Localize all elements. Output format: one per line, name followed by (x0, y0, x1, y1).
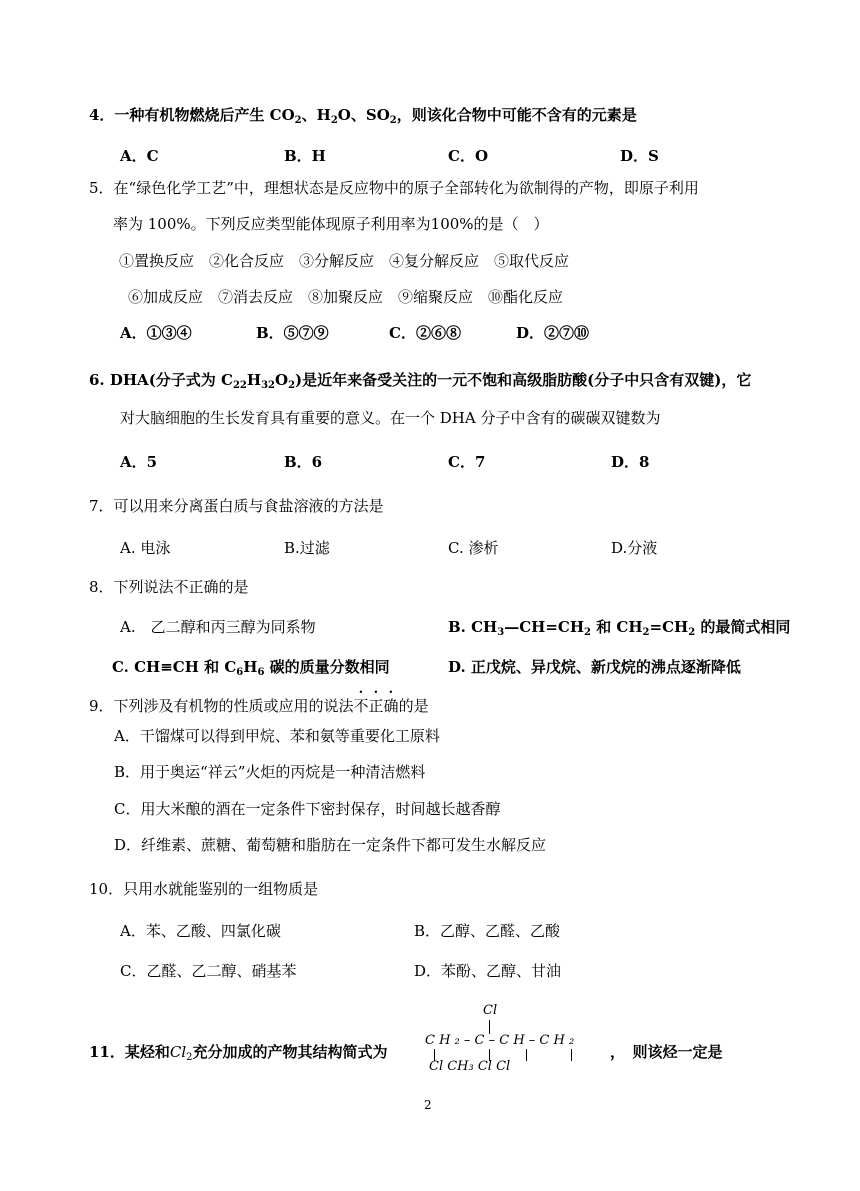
formula-top-cl: Cl (483, 1003, 498, 1018)
q10-stem: 10．只用水就能鉴别的一组物质是 (89, 880, 319, 898)
q4-option-a: A．C (120, 147, 159, 165)
formula-main-chain: C H ₂ – C – C H – C H ₂ (425, 1033, 575, 1048)
q9-option-b: B．用于奥运“祥云”火炬的丙烷是一种清洁燃料 (114, 763, 426, 781)
q7-option-c: C. 渗析 (448, 539, 499, 557)
q4-option-c: C．O (448, 147, 489, 165)
q10-option-d: D．苯酚、乙醇、甘油 (414, 962, 562, 980)
q7-stem: 7．可以用来分离蛋白质与食盐溶液的方法是 (89, 497, 384, 515)
q11-stem-end: ， 则该烃一定是 (610, 1043, 723, 1061)
q7-option-d: D.分液 (611, 539, 658, 557)
q11-stem-start: 11．某烃和$Cl_2$充分加成的产物其结构简式为 (89, 1043, 388, 1063)
formula-bottom: Cl CH₃ Cl Cl (429, 1059, 511, 1074)
q10-option-b: B．乙醇、乙醛、乙酸 (414, 922, 561, 940)
q11-structural-formula (425, 1003, 610, 1078)
q6-stem-line1: 6. DHA(分子式为 $C_{22}H_{32}O_2$)是近年来备受关注的一元不饱和高级脂肪酸(分子中只含有双键)，它 (89, 371, 752, 391)
q6-stem-line2: 对大脑细胞的生长发育具有重要的意义。在一个 DHA 分子中含有的碳碳双键数为 (120, 409, 661, 427)
q5-option-a: A．①③④ (120, 324, 192, 342)
q5-option-b: B．⑤⑦⑨ (256, 324, 329, 342)
q6-option-a: A．5 (120, 453, 158, 471)
q5-option-d: D．②⑦⑩ (516, 324, 590, 342)
q6-option-d: D．8 (611, 453, 650, 471)
formula-bond-3 (526, 1049, 527, 1061)
formula-bond-4 (571, 1049, 572, 1061)
q7-option-b: B.过滤 (284, 539, 330, 557)
q6-option-b: B．6 (284, 453, 323, 471)
q5-option-c: C．②⑥⑧ (389, 324, 461, 342)
q9-option-c: C．用大米酿的酒在一定条件下密封保存，时间越长越香醇 (114, 800, 501, 818)
q6-option-c: C．7 (448, 453, 486, 471)
q8-option-b: B. $CH_3—CH=CH_2$ 和 $CH_2=CH_2$ 的最简式相同 (448, 618, 791, 638)
q9-option-d: D．纤维素、蔗糖、葡萄糖和脂肪在一定条件下都可发生水解反应 (114, 836, 547, 854)
q8-stem: 8．下列说法不正确的是 (89, 578, 249, 596)
q5-list-line2: ⑥加成反应 ⑦消去反应 ⑧加聚反应 ⑨缩聚反应 ⑩酯化反应 (128, 288, 564, 306)
q4-option-d: D．S (620, 147, 659, 165)
q9-option-a: A．干馏煤可以得到甲烷、苯和氨等重要化工原料 (114, 727, 440, 745)
q8-option-c: C. CH≡CH 和 $C_6H_6$ 碳的质量分数相同 (112, 658, 390, 678)
q5-list-line1: ①置换反应 ②化合反应 ③分解反应 ④复分解反应 ⑤取代反应 (119, 252, 570, 270)
q8-option-a: A. 乙二醇和丙三醇为同系物 (120, 618, 316, 636)
q4-stem: 4．一种有机物燃烧后产生 $CO_2$、$H_2O$、$SO_2$，则该化合物中可能不含有的元素是 (89, 106, 637, 126)
q9-stem: 9．下列涉及有机物的性质或应用的说法不正确的是 (89, 697, 429, 715)
q10-option-c: C．乙醛、乙二醇、硝基苯 (120, 962, 297, 980)
q7-option-a: A. 电泳 (120, 539, 171, 557)
page-number: 2 (424, 1098, 432, 1112)
q8-option-d: D. 正戊烷、异戊烷、新戊烷的沸点逐渐降低 (448, 658, 741, 676)
q5-stem-line1: 5．在“绿色化学工艺”中，理想状态是反应物中的原子全部转化为欲制得的产物，即原子利用 (89, 179, 699, 197)
q10-option-a: A．苯、乙酸、四氯化碳 (120, 922, 281, 940)
q5-stem-line2: 率为 100%。下列反应类型能体现原子利用率为100%的是（ ） (113, 215, 549, 233)
q4-option-b: B．H (284, 147, 326, 165)
formula-bond-top (489, 1020, 490, 1034)
